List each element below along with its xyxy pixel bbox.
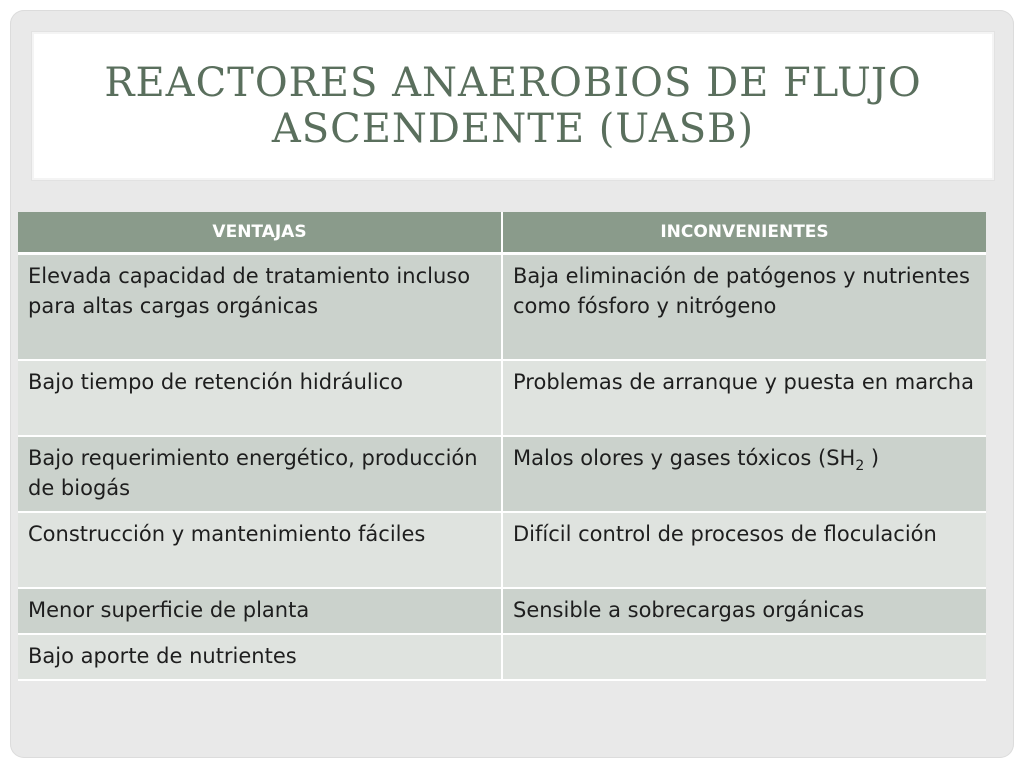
advantage-cell: Elevada capacidad de tratamiento incluso para altas cargas orgánicas — [18, 254, 502, 361]
formula-close: ) — [864, 446, 880, 470]
slide-title — [73, 60, 953, 152]
disadvantage-cell: Difícil control de procesos de floculación — [502, 512, 986, 588]
table-row — [18, 436, 986, 512]
table-row — [18, 360, 986, 436]
table-row — [18, 634, 986, 680]
disadvantage-cell — [502, 634, 986, 680]
table-row — [18, 254, 986, 361]
advantage-cell: Bajo requerimiento energético, producción de biogás — [18, 436, 502, 512]
title-box — [32, 32, 994, 180]
disadvantage-text: Malos olores y gases tóxicos (SH — [513, 446, 856, 470]
advantage-cell: Menor superficie de planta — [18, 588, 502, 634]
header-ventajas: VENTAJAS — [18, 212, 502, 254]
table-row — [18, 512, 986, 588]
comparison-table — [18, 212, 986, 681]
header-inconvenientes: INCONVENIENTES — [502, 212, 986, 254]
disadvantage-cell: Problemas de arranque y puesta en marcha — [502, 360, 986, 436]
table-header-row — [18, 212, 986, 254]
advantage-cell: Construcción y mantenimiento fáciles — [18, 512, 502, 588]
advantage-cell: Bajo tiempo de retención hidráulico — [18, 360, 502, 436]
disadvantage-cell: Sensible a sobrecargas orgánicas — [502, 588, 986, 634]
formula-subscript: 2 — [855, 458, 865, 474]
table-row — [18, 588, 986, 634]
advantage-cell: Bajo aporte de nutrientes — [18, 634, 502, 680]
disadvantage-cell — [502, 436, 986, 512]
title-line-1: REACTORES ANAEROBIOS DE FLUJO — [104, 60, 922, 106]
disadvantage-cell: Baja eliminación de patógenos y nutrientes como fósforo y nitrógeno — [502, 254, 986, 361]
title-line-2: ASCENDENTE (UASB) — [271, 106, 755, 152]
